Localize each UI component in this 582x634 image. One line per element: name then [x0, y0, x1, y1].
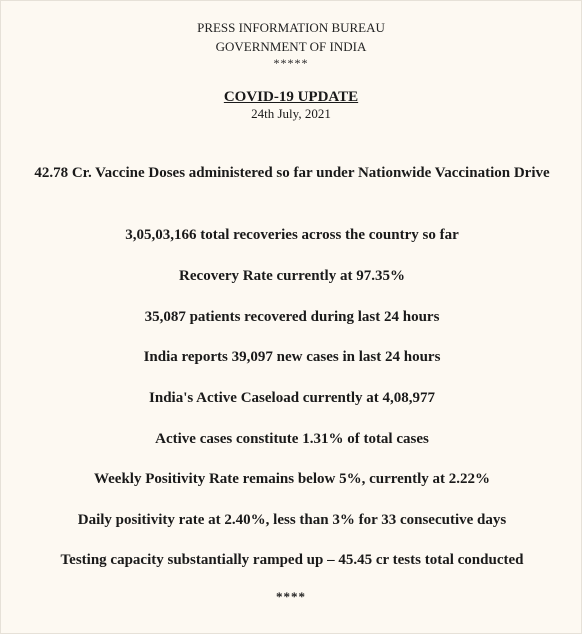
issuer-name: PRESS INFORMATION BUREAU	[197, 20, 385, 35]
highlight-total-recoveries: 3,05,03,166 total recoveries across the country so far	[125, 227, 459, 243]
highlight-vaccine-doses: 42.78 Cr. Vaccine Doses administered so far under Nationwide Vaccination Drive	[34, 165, 550, 181]
highlight-active-share: Active cases constitute 1.31% of total cases	[155, 431, 429, 447]
highlight-testing-capacity: Testing capacity substantially ramped up – 45.45 cr tests total conducted	[60, 552, 524, 568]
highlight-active-caseload: India's Active Caseload currently at 4,08,977	[149, 390, 435, 406]
highlight-recovery-rate: Recovery Rate currently at 97.35%	[179, 268, 405, 284]
document-title: COVID-19 UPDATE	[223, 89, 359, 105]
header-separator-stars: *****	[273, 56, 309, 70]
footer-separator-stars: ****	[276, 589, 306, 604]
highlight-weekly-positivity: Weekly Positivity Rate remains below 5%, currently at 2.22%	[93, 471, 491, 487]
highlight-recovered-24h: 35,087 patients recovered during last 24 hours	[144, 309, 440, 325]
issuer-government: GOVERNMENT OF INDIA	[215, 39, 367, 54]
highlight-daily-positivity: Daily positivity rate at 2.40%, less than 3% for 33 consecutive days	[77, 512, 507, 528]
document-date: 24th July, 2021	[251, 106, 331, 121]
highlight-new-cases: India reports 39,097 new cases in last 24 hours	[143, 349, 441, 365]
